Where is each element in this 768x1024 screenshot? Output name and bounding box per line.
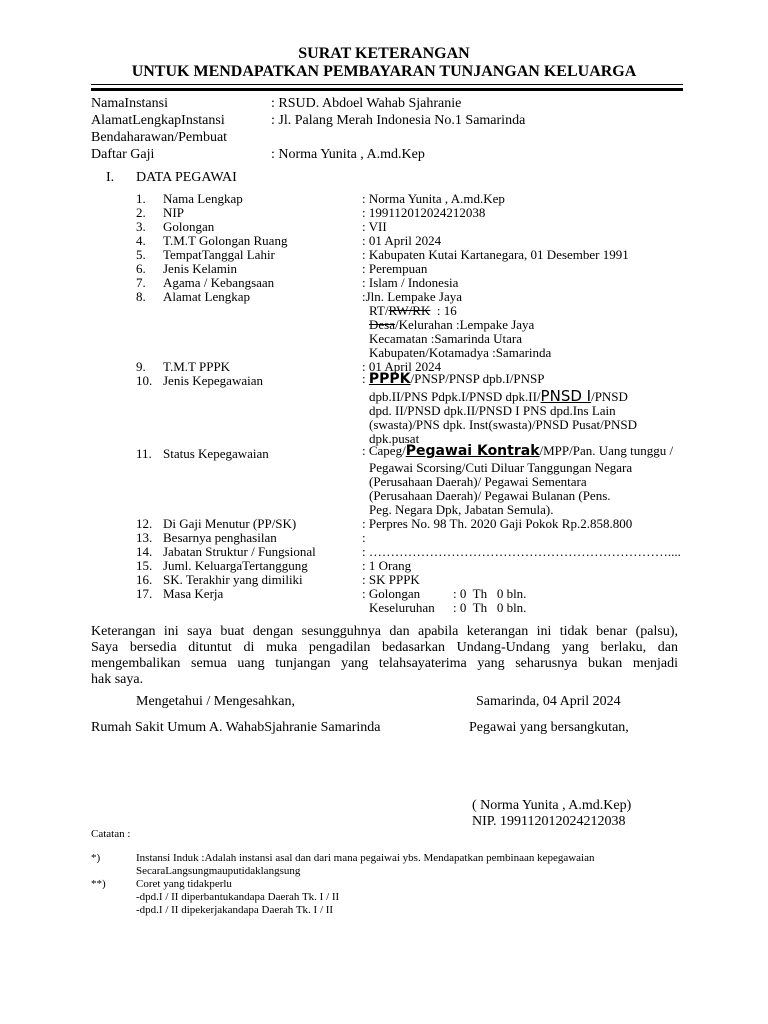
bendahara-value: : Norma Yunita , A.md.Kep — [271, 147, 425, 162]
item-number: 12. — [136, 516, 153, 531]
item-value-golongan: : VII — [362, 219, 387, 234]
item-value-ttl: : Kabupaten Kutai Kartanegara, 01 Desember 1991 — [362, 247, 629, 262]
item-value-tmt-pppk: : 01 April 2024 — [362, 359, 442, 374]
status-kepegawaian-line5: Peg. Negara Dpk, Jabatan Semula). — [369, 502, 554, 517]
item-number: 14. — [136, 544, 153, 559]
item-number: 11. — [136, 446, 152, 461]
item-label-jenis-kelamin: Jenis Kelamin — [163, 261, 238, 276]
masa-kerja-keseluruhan-label: Keseluruhan — [369, 600, 435, 615]
item-label-keluarga: Juml. KeluargaTertanggung — [163, 558, 308, 573]
alamat-rt: RT/RW/RK : 16 — [369, 303, 457, 318]
item-value-agama: : Islam / Indonesia — [362, 275, 459, 290]
mengetahui-label: Mengetahui / Mengesahkan, — [136, 694, 296, 709]
item-label-golongan: Golongan — [163, 219, 215, 234]
item-number: 5. — [136, 247, 146, 262]
item-label-jabatan: Jabatan Struktur / Fungsional — [163, 544, 316, 559]
place-date: Samarinda, 04 April 2024 — [476, 694, 621, 709]
statement-line: Keterangan ini saya buat dengan sesungguhnya dan apabila keterangan ini tidak benar (palsu), — [91, 624, 678, 639]
item-value-nama: : Norma Yunita , A.md.Kep — [362, 191, 505, 206]
item-label-tmt-pppk: T.M.T PPPK — [163, 359, 231, 374]
pegawai-kontrak-highlight: Pegawai Kontrak — [405, 443, 540, 459]
nama-instansi-value: : RSUD. Abdoel Wahab Sjahranie — [271, 96, 462, 111]
note-2-line3: -dpd.I / II dipekerjakandapa Daerah Tk. I / II — [136, 904, 334, 916]
document-subtitle: UNTUK MENDAPATKAN PEMBAYARAN TUNJANGAN KELUARGA — [131, 63, 637, 80]
alamat-instansi-label: AlamatLengkapInstansi — [91, 113, 225, 128]
jenis-kepegawaian-line2: dpb.II/PNS Pdpk.I/PNSD dpk.II/PNSD I/PNSD — [369, 387, 628, 405]
note-2-line2: -dpd.I / II diperbantukandapa Daerah Tk. I / II — [136, 891, 340, 903]
item-value-alamat: :Jln. Lempake Jaya — [362, 289, 462, 304]
nama-instansi-label: NamaInstansi — [91, 96, 168, 111]
jenis-kepegawaian-line3: dpd. II/PNSD dpk.II/PNSD I PNS dpd.Ins Lain — [369, 403, 616, 418]
statement-line: hak saya. — [91, 672, 144, 687]
pegawai-label: Pegawai yang bersangkutan, — [469, 720, 629, 735]
institution-name: Rumah Sakit Umum A. WahabSjahranie Samarinda — [91, 720, 381, 735]
item-value-sk-terakhir: : SK PPPK — [362, 572, 420, 587]
alamat-kecamatan: Kecamatan :Samarinda Utara — [369, 331, 523, 346]
item-label-status-kepegawaian: Status Kepegawaian — [163, 446, 269, 461]
statement-paragraph — [91, 624, 678, 688]
note-marker: **) — [91, 878, 106, 890]
item-label-jenis-kepegawaian: Jenis Kepegawaian — [163, 373, 263, 388]
item-number: 15. — [136, 558, 153, 573]
item-value-jenis-kelamin: : Perempuan — [362, 261, 428, 276]
item-number: 4. — [136, 233, 146, 248]
item-label-sk-terakhir: SK. Terakhir yang dimiliki — [163, 572, 303, 587]
item-value-nip: : 199112012024212038 — [362, 205, 486, 220]
note-1-line2: SecaraLangsungmauputidaklangsung — [136, 865, 301, 877]
document-title: SURAT KETERANGAN — [298, 45, 470, 62]
item-label-ttl: TempatTanggal Lahir — [163, 247, 275, 262]
statement-line: Saya bersedia dituntut di muka pengadilan bedasarkan Undang-Undang yang berlaku, dan — [91, 640, 678, 655]
item-number: 2. — [136, 205, 146, 220]
item-label-tmt-golongan: T.M.T Golongan Ruang — [163, 233, 288, 248]
item-label-penghasilan: Besarnya penghasilan — [163, 530, 277, 545]
item-number: 16. — [136, 572, 153, 587]
note-2-line1: Coret yang tidakperlu — [136, 878, 232, 890]
item-number: 3. — [136, 219, 146, 234]
title-rule-thick — [91, 88, 683, 91]
item-number: 17. — [136, 586, 153, 601]
status-kepegawaian-line2: Pegawai Scorsing/Cuti Diluar Tanggungan Negara — [369, 460, 633, 475]
item-label-nama: Nama Lengkap — [163, 191, 243, 206]
notes-title: Catatan : — [91, 828, 131, 840]
item-value-jabatan: : …………………………………………………………….... — [362, 544, 681, 559]
title-rule-thin — [91, 84, 683, 85]
item-label-masa-kerja: Masa Kerja — [163, 586, 224, 601]
masa-kerja-golongan-label: : Golongan — [362, 586, 421, 601]
statement-line: mengembalikan semua uang tunjangan yang telahsayaterima yang seharusnya bukan menjadi — [91, 656, 678, 671]
note-1-line1: Instansi Induk :Adalah instansi asal dan dari mana pegaiwai ybs. Mendapatkan pembinaan kepegawaian — [136, 852, 595, 864]
section-title: DATA PEGAWAI — [136, 170, 237, 185]
item-label-alamat: Alamat Lengkap — [163, 289, 250, 304]
bendahara-label: Bendaharawan/Pembuat — [91, 130, 228, 145]
item-value-di-gaji: : Perpres No. 98 Th. 2020 Gaji Pokok Rp.2.858.800 — [362, 516, 633, 531]
item-value-penghasilan: : — [362, 530, 366, 545]
item-number: 1. — [136, 191, 146, 206]
item-number: 9. — [136, 359, 146, 374]
note-marker: *) — [91, 852, 101, 864]
signer-name: ( Norma Yunita , A.md.Kep) — [472, 798, 632, 813]
item-number: 8. — [136, 289, 146, 304]
masa-kerja-golongan-value: : 0 Th 0 bln. — [453, 586, 527, 601]
item-label-nip: NIP — [163, 205, 184, 220]
item-value-tmt-golongan: : 01 April 2024 — [362, 233, 442, 248]
item-number: 13. — [136, 530, 153, 545]
alamat-instansi-value: : Jl. Palang Merah Indonesia No.1 Samarinda — [271, 113, 526, 128]
pppk-highlight: PPPK — [368, 371, 411, 387]
daftar-gaji-label: Daftar Gaji — [91, 147, 155, 162]
status-kepegawaian-line4: (Perusahaan Daerah)/ Pegawai Bulanan (Pens. — [369, 488, 611, 503]
item-label-agama: Agama / Kebangsaan — [163, 275, 275, 290]
item-value-keluarga: : 1 Orang — [362, 558, 412, 573]
alamat-kabupaten: Kabupaten/Kotamadya :Samarinda — [369, 345, 552, 360]
pnsd-i-highlight: PNSD I — [540, 387, 592, 405]
alamat-kelurahan: Desa/Kelurahan :Lempake Jaya — [369, 317, 535, 332]
section-number: I. — [106, 170, 115, 185]
jenis-kepegawaian-line5: dpk.pusat — [369, 431, 420, 446]
signer-nip: NIP. 199112012024212038 — [472, 814, 626, 829]
item-number: 7. — [136, 275, 146, 290]
item-number: 6. — [136, 261, 146, 276]
jenis-kepegawaian-line4: (swasta)/PNS dpk. Inst(swasta)/PNSD Pusat/PNSD — [369, 417, 637, 432]
masa-kerja-keseluruhan-value: : 0 Th 0 bln. — [453, 600, 527, 615]
status-kepegawaian-line3: (Perusahaan Daerah)/ Pegawai Sementara — [369, 474, 587, 489]
status-kepegawaian-line1: : Capeg/Pegawai Kontrak/MPP/Pan. Uang tunggu / — [362, 443, 674, 459]
item-number: 10. — [136, 373, 153, 388]
jenis-kepegawaian-line1: : PPPK/PNSP/PNSP dpb.I/PNSP — [362, 371, 545, 387]
item-label-di-gaji: Di Gaji Menutur (PP/SK) — [163, 516, 297, 531]
